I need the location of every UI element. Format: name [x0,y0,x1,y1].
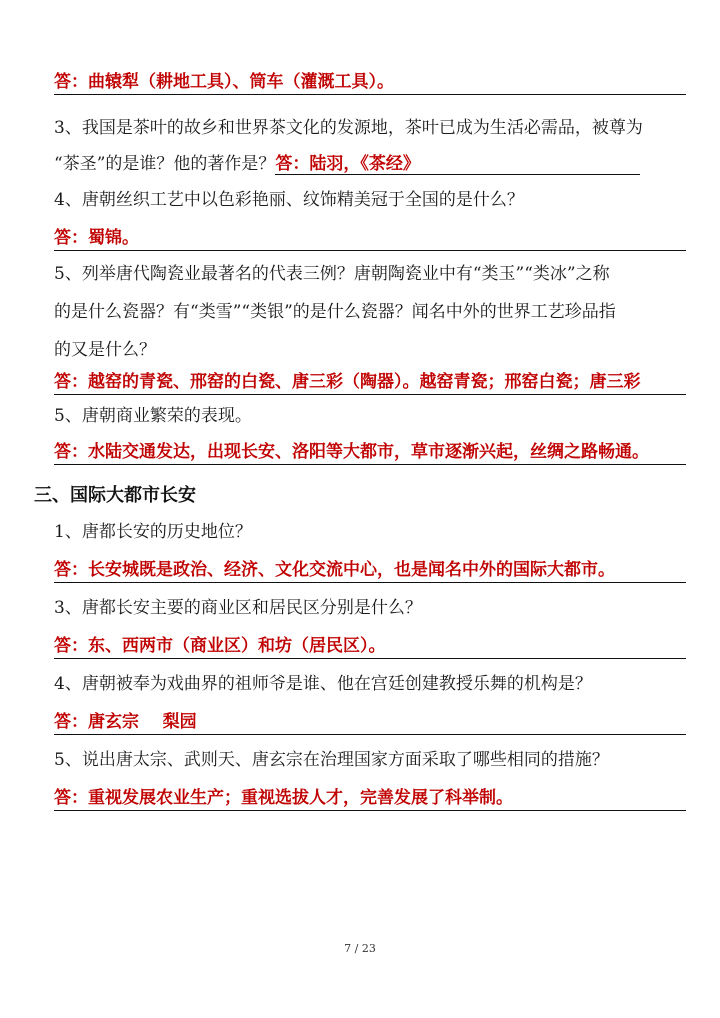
section-question-5: 5、说出唐太宗、武则天、唐玄宗在治理国家方面采取了哪些相同的措施？ [54,750,609,770]
answer-line-5-commerce: 答：水陆交通发达，出现长安、洛阳等大都市，草市逐渐兴起，丝绸之路畅通。 [54,440,686,465]
question-line-5a: 5、列举唐代陶瓷业最著名的代表三例？唐朝陶瓷业中有“类玉”“类冰”之称 [54,264,610,284]
section-question-1: 1、唐都长安的历史地位？ [54,522,252,542]
section-title: 三、国际大都市长安 [34,485,196,506]
section-answer-4: 答：唐玄宗 梨园 [54,710,686,735]
question-text-3b: “茶圣”的是谁？他的著作是？ [54,154,276,174]
question-line-4: 4、唐朝丝织工艺中以色彩艳丽、纹饰精美冠于全国的是什么？ [54,190,524,210]
question-line-5-commerce: 5、唐朝商业繁荣的表现。 [54,406,252,426]
section-answer-3: 答：东、西两市（商业区）和坊（居民区）。 [54,634,686,659]
page-number: 7 / 23 [344,942,376,955]
question-line-3a: 3、我国是茶叶的故乡和世界茶文化的发源地，茶叶已成为生活必需品，被尊为 [54,118,643,138]
section-question-3: 3、唐都长安主要的商业区和居民区分别是什么？ [54,598,422,618]
question-line-5c: 的又是什么？ [54,340,156,360]
section-answer-1: 答：长安城既是政治、经济、文化交流中心，也是闻名中外的国际大都市。 [54,558,686,583]
section-answer-5: 答：重视发展农业生产；重视选拔人才，完善发展了科举制。 [54,786,686,811]
answer-inline-3: 答：陆羽，《茶经》 [275,154,640,175]
answer-line-4: 答：蜀锦。 [54,226,686,251]
section-question-4: 4、唐朝被奉为戏曲界的祖师爷是谁、他在宫廷创建教授乐舞的机构是？ [54,674,592,694]
answer-line-5: 答：越窑的青瓷、邢窑的白瓷、唐三彩（陶器）。越窑青瓷；邢窑白瓷；唐三彩 [54,370,686,395]
question-line-5b: 的是什么瓷器？有“类雪”“类银”的是什么瓷器？闻名中外的世界工艺珍品指 [54,302,616,322]
mixed-line-3b [54,152,686,176]
answer-line-1: 答：曲辕犁（耕地工具）、筒车（灌溉工具）。 [54,70,686,95]
